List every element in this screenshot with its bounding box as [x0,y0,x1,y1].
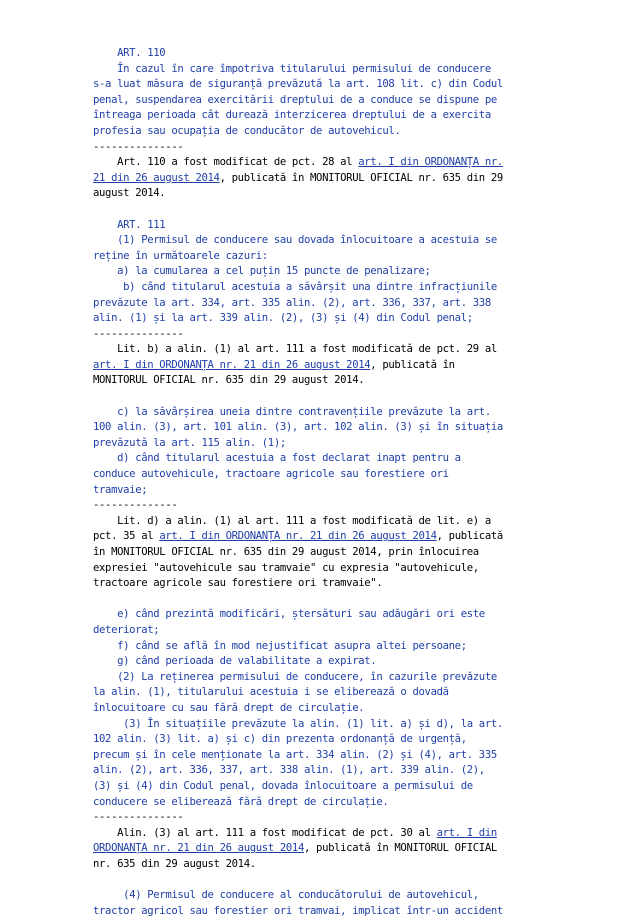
law-text: b) când titularul acestuia a săvârșit una dintre infracțiunile [93,280,497,293]
text-line [93,311,563,327]
amendment-note: MONITORUL OFICIAL nr. 635 din 29 august 2014. [93,374,365,387]
paragraph [93,218,563,390]
law-text: ART. 111 [93,218,166,231]
separator-line: --------------- [93,140,184,153]
text-line [93,841,563,857]
separator-line: --------------- [93,811,184,824]
text-line [93,108,563,124]
amendment-note: tractoare agricole sau forestiere ori tramvaie". [93,577,383,590]
amendment-note: nr. 635 din 29 august 2014. [93,857,256,870]
text-line [93,826,563,842]
text-line [93,77,563,93]
law-text: precum și în cele menționate la art. 334 alin. (2) și (4), art. 335 [93,748,497,761]
law-text: conducere se eliberează fără drept de circulație. [93,795,389,808]
amendment-note: expresiei "autovehicule sau tramvaie" cu expresia "autovehicule, [93,561,479,574]
text-line [93,623,563,639]
law-text: înlocuitoare cu sau fără drept de circulație. [93,701,365,714]
ordinance-link[interactable]: art. I din ORDONANȚA nr. 21 din 26 august 2014 [159,530,437,543]
law-text: 102 alin. (3) lit. a) și c) din prezenta ordonanță de urgență, [93,733,467,746]
text-line [93,607,563,623]
text-line [93,124,563,140]
law-text: 100 alin. (3), art. 101 alin. (3), art. 102 alin. (3) și în situația [93,421,503,434]
text-line [93,405,563,421]
law-text: (4) Permisul de conducere al conducătorului de autovehicul, [93,889,479,902]
text-line [93,810,563,826]
law-text: (2) La reținerea permisului de conducere, în cazurile prevăzute [93,670,497,683]
text-line [93,451,563,467]
law-text: g) când perioada de valabilitate a expirat. [93,655,377,668]
text-line [93,358,563,374]
amendment-note: , publicată [436,530,503,543]
text-line [93,483,563,499]
law-text: tractor agricol sau forestier ori tramvai, implicat într-un accident [93,904,503,917]
law-text: c) la săvârșirea uneia dintre contravențiile prevăzute la art. [93,405,491,418]
text-line [93,342,563,358]
amendment-note: Lit. d) a alin. (1) al art. 111 a fost modificată de lit. e) a [93,514,491,527]
paragraph [93,46,563,202]
text-line [93,576,563,592]
text-line [93,93,563,109]
paragraph [93,405,563,592]
amendment-note: , publicată în MONITORUL OFICIAL [303,842,497,855]
text-line [93,233,563,249]
amendment-note: august 2014. [93,187,166,200]
text-line [93,763,563,779]
paragraph [93,607,563,872]
text-line [93,514,563,530]
text-line [93,545,563,561]
law-text: deteriorat; [93,623,160,636]
ordinance-link[interactable]: art. I din ORDONANȚA nr. 21 din 26 august 2014 [93,358,371,371]
text-line [93,420,563,436]
law-text: prevăzută la art. 115 alin. (1); [93,436,286,449]
law-text: penal, suspendarea exercitării dreptului de a conduce se dispune pe [93,93,497,106]
amendment-note: Art. 110 a fost modificat de pct. 28 al [93,156,359,169]
text-line [93,264,563,280]
legal-document [93,46,563,919]
text-line [93,670,563,686]
text-line [93,639,563,655]
amendment-note: , publicată în MONITORUL OFICIAL nr. 635 din 29 [219,171,503,184]
text-line [93,685,563,701]
text-line [93,46,563,62]
text-line [93,529,563,545]
text-line [93,280,563,296]
text-line [93,748,563,764]
text-line [93,373,563,389]
text-line [93,249,563,265]
law-text: e) când prezintă modificări, ștersături sau adăugări ori este [93,608,485,621]
ordinance-link[interactable]: art. I din [436,826,497,839]
text-line [93,186,563,202]
text-line [93,795,563,811]
paragraph [93,888,563,919]
law-text: prevăzute la art. 334, art. 335 alin. (2), art. 336, 337, art. 338 [93,296,491,309]
amendment-note: Alin. (3) al art. 111 a fost modificat de pct. 30 al [93,826,437,839]
text-line [93,436,563,452]
text-line [93,467,563,483]
ordinance-link[interactable]: art. I din ORDONANȚA nr. [358,156,503,169]
text-line [93,779,563,795]
ordinance-link[interactable]: 21 din 26 august 2014 [93,171,220,184]
text-line [93,296,563,312]
law-text: (1) Permisul de conducere sau dovada înlocuitoare a acestuia se [93,234,497,247]
amendment-note: pct. 35 al [93,530,160,543]
law-text: reține în următoarele cazuri: [93,249,268,262]
text-line [93,218,563,234]
law-text: întreaga perioada cât durează interzicerea dreptului de a exercita [93,109,491,122]
text-line [93,140,563,156]
amendment-note: , publicată în [370,358,455,371]
text-line [93,498,563,514]
text-line [93,62,563,78]
text-line [93,561,563,577]
separator-line: --------------- [93,327,184,340]
law-text: a) la cumularea a cel puțin 15 puncte de penalizare; [93,265,431,278]
law-text: f) când se află în mod nejustificat asupra altei persoane; [93,639,467,652]
law-text: la alin. (1), titularului acestuia i se eliberează o dovadă [93,686,449,699]
law-text: alin. (2), art. 336, 337, art. 338 alin. (1), art. 339 alin. (2), [93,764,485,777]
text-line [93,857,563,873]
text-line [93,654,563,670]
text-line [93,327,563,343]
text-line [93,888,563,904]
law-text: (3) și (4) din Codul penal, dovada înlocuitoare a permisului de [93,779,473,792]
law-text: s-a luat măsura de siguranță prevăzută la art. 108 lit. c) din Codul [93,78,503,91]
law-text: profesia sau ocupația de conducător de autovehicul. [93,124,401,137]
text-line [93,717,563,733]
amendment-note: în MONITORUL OFICIAL nr. 635 din 29 august 2014, prin înlocuirea [93,546,479,558]
separator-line: -------------- [93,499,178,512]
law-text: tramvaie; [93,483,148,496]
text-line [93,171,563,187]
amendment-note: Lit. b) a alin. (1) al art. 111 a fost modificată de pct. 29 al [93,343,497,356]
ordinance-link[interactable]: ORDONANȚA nr. 21 din 26 august 2014 [93,842,304,855]
law-text: În cazul în care împotriva titularului permisului de conducere [93,62,491,75]
text-line [93,701,563,717]
law-text: d) când titularul acestuia a fost declarat inapt pentru a [93,452,461,465]
paragraph-gap [93,592,563,608]
paragraph-gap [93,872,563,888]
text-line [93,732,563,748]
law-text: (3) În situațiile prevăzute la alin. (1) lit. a) și d), la art. [93,717,503,730]
law-text: conduce autovehicule, tractoare agricole sau forestiere ori [93,468,449,481]
paragraph-gap [93,202,563,218]
text-line [93,155,563,171]
text-line [93,904,563,919]
law-text: ART. 110 [93,47,166,59]
law-text: alin. (1) și la art. 339 alin. (2), (3) și (4) din Codul penal; [93,312,473,325]
paragraph-gap [93,389,563,405]
